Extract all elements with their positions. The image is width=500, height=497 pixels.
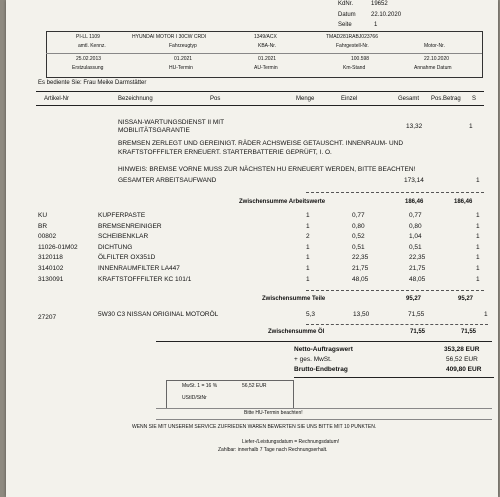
part-nr: BR [38, 222, 48, 230]
brutto-value: 409,80 EUR [446, 366, 482, 373]
part-menge: 1 [306, 265, 310, 272]
plate-label: amtl. Kennz. [78, 43, 106, 49]
service-desc2: KRAFTSTOFFFILTER ERNEUERT. STARTERBATTERIE GEPRÜFT, I. O. [118, 149, 332, 156]
subtotal-parts-pos: 95,27 [458, 296, 474, 302]
seite-value: 1 [374, 22, 378, 28]
service-desc1: BREMSEN ZERLEGT UND GEREINIGT. RÄDER ACHSWEISE GETAUSCHT. INNENRAUM- UND [118, 140, 404, 147]
part-menge: 1 [306, 222, 310, 230]
service-hint: HINWEIS: BREMSE VORNE MUSS ZUR NÄCHSTEN HU ERNEUERT WERDEN, BITTE BEACHTEN! [118, 166, 416, 173]
service-total-label: GESAMTER ARBEITSAUFWAND [118, 177, 217, 184]
part-s: 1 [476, 212, 480, 219]
part-einzel: 0,51 [352, 243, 365, 251]
first-reg-label: Erstzulassung [72, 65, 104, 71]
part-nr: 3140102 [38, 265, 64, 272]
part-nr: 11026-01M02 [38, 243, 78, 251]
datum-label: Datum [338, 12, 356, 18]
part-menge: 1 [306, 275, 310, 283]
subtotal-parts-label: Zwischensumme Teile [262, 296, 326, 302]
service-amount: 13,32 [406, 123, 423, 130]
part-s: 1 [476, 254, 480, 262]
part-gesamt: 22,35 [409, 254, 426, 262]
part-s: 1 [476, 275, 480, 283]
netto-value: 353,28 EUR [444, 346, 480, 353]
col-pos: Pos [210, 96, 221, 102]
subtotal-parts-rule [306, 290, 484, 291]
footer-rule-2 [156, 419, 492, 420]
served-by: Es bediente Sie: Frau Meike Darmstätter [38, 80, 147, 86]
subtotal-work-gesamt: 186,46 [405, 199, 424, 205]
service-line2: MOBILITÄTSGARANTIE [118, 127, 190, 134]
part-s: 1 [476, 233, 480, 241]
seite-label: Seite [338, 22, 352, 28]
part-gesamt: 0,77 [409, 212, 422, 219]
tax-value: 56,52 EUR [242, 383, 267, 389]
footer-rule-1 [156, 408, 492, 409]
oil-gesamt: 71,55 [408, 311, 425, 318]
oil-menge: 5,3 [306, 311, 316, 318]
part-s: 1 [476, 243, 480, 251]
part-name: BREMSENREINIGER [98, 222, 162, 230]
mwst-value: 56,52 EUR [446, 356, 478, 363]
subtotal-work-pos: 186,46 [454, 199, 473, 205]
netto-label: Netto-Auftragswert [294, 346, 353, 353]
subtotal-oil-label: Zwischensumme Öl [268, 329, 325, 335]
service-total-value: 173,14 [404, 177, 424, 184]
part-nr: 3130091 [38, 275, 64, 283]
model-value: HYUNDAI MOTOR I 30CW CRDI [132, 34, 207, 40]
subtotal-parts-gesamt: 95,27 [406, 296, 422, 302]
oil-name: 5W30 C3 NISSAN ORIGINAL MOTORÖL [98, 311, 219, 318]
intake-date-label: Annahme Datum [414, 65, 452, 71]
oil-s: 1 [484, 311, 488, 318]
part-gesamt: 48,05 [409, 275, 426, 283]
datum-value: 22.10.2020 [371, 12, 402, 18]
part-nr: 3120118 [38, 254, 63, 262]
invoice-paper [6, 0, 498, 497]
part-name: DICHTUNG [98, 243, 133, 251]
km-value: 100.598 [351, 56, 370, 62]
header-top-rule [36, 91, 484, 92]
part-menge: 1 [306, 212, 310, 219]
part-gesamt: 1,04 [409, 233, 422, 241]
subtotal-oil-pos: 71,55 [461, 329, 477, 335]
col-s: S [472, 96, 477, 102]
kba-value: 1349/ACX [254, 34, 277, 40]
first-reg-value: 25.02.2013 [76, 56, 102, 62]
vin-value: TMAD281RABJ023766 [326, 34, 378, 40]
part-menge: 2 [306, 233, 310, 241]
hu-note: Bitte HU-Termin beachten! [244, 410, 303, 416]
subtotal-oil-rule [306, 324, 488, 325]
part-einzel: 22,35 [352, 254, 369, 262]
delivery-note: Liefer-/Leistungsdatum = Rechnungsdatum! [242, 439, 340, 445]
kdnr-label: KdNr. [338, 1, 354, 7]
oil-einzel: 13,50 [353, 311, 370, 318]
col-artikel: Artikel-Nr [44, 96, 69, 102]
hu-label: HU-Termin [169, 65, 193, 71]
service-line1: NISSAN-WARTUNGSDIENST II MIT [118, 119, 225, 126]
header-bottom-rule [36, 105, 484, 106]
kba-label: KBA-Nr. [258, 43, 277, 49]
part-s: 1 [476, 222, 480, 230]
part-einzel: 0,80 [352, 222, 365, 230]
model-label: Fahrzeugtyp [169, 43, 197, 49]
plate-value: PI-LL 1109 [76, 34, 100, 40]
part-gesamt: 0,80 [409, 222, 422, 230]
engine-label: Motor-Nr. [424, 43, 445, 49]
col-bezeichnung: Bezeichnung [118, 96, 153, 102]
km-label: Km-Stand [343, 65, 366, 71]
part-s: 1 [476, 265, 480, 272]
part-menge: 1 [306, 254, 310, 262]
subtotal-work-label: Zwischensumme Arbeitswerte [239, 199, 326, 205]
oil-nr: 27207 [38, 314, 57, 321]
part-nr: KU [38, 212, 48, 219]
part-einzel: 0,77 [352, 212, 365, 219]
part-gesamt: 21,75 [409, 265, 426, 272]
payment-note: Zahlbar: innerhalb 7 Tage nach Rechnungserhalt. [218, 447, 328, 453]
service-total-s: 1 [476, 177, 480, 184]
part-name: KRAFTSTOFFFILTER KC 101/1 [98, 275, 192, 283]
subtotal-work-rule [306, 192, 484, 193]
vehicle-divider [46, 53, 482, 54]
part-einzel: 21,75 [352, 265, 369, 272]
part-name: ÖLFILTER OX351D [98, 254, 156, 262]
ustid-label: UStID/StNr [182, 395, 207, 401]
col-posbetrag: Pos.Betrag [431, 96, 461, 102]
part-name: INNENRAUMFILTER LA447 [98, 265, 180, 272]
part-einzel: 48,05 [352, 275, 369, 283]
au-label: AU-Termin [254, 65, 278, 71]
col-einzel: Einzel [341, 96, 358, 102]
brutto-underline [294, 377, 494, 378]
part-name: KUPFERPASTE [98, 212, 146, 219]
intake-date-value: 22.10.2020 [424, 56, 450, 62]
service-s: 1 [469, 123, 473, 130]
part-nr: 00802 [38, 233, 57, 241]
vin-label: Fahrgestell-Nr. [336, 43, 369, 49]
part-menge: 1 [306, 243, 310, 251]
mwst-label: + ges. MwSt. [294, 356, 332, 363]
part-name: SCHEIBENKLAR [98, 233, 149, 241]
col-menge: Menge [296, 96, 315, 102]
au-value: 01.2021 [258, 56, 277, 62]
tax-label: MwSt. 1 = 16 % [182, 383, 218, 389]
col-gesamt: Gesamt [398, 96, 420, 102]
feedback-note: WENN SIE MIT UNSEREM SERVICE ZUFRIEDEN WAREN BEWERTEN SIE UNS BITTE MIT 10 PUNKTEN. [132, 424, 377, 430]
brutto-label: Brutto-Endbetrag [294, 366, 348, 373]
totals-rule [156, 341, 492, 342]
part-einzel: 0,52 [352, 233, 365, 241]
part-gesamt: 0,51 [409, 243, 422, 251]
hu-value: 01.2021 [174, 56, 193, 62]
kdnr-value: 19652 [371, 1, 388, 7]
subtotal-oil-gesamt: 71,55 [410, 329, 426, 335]
